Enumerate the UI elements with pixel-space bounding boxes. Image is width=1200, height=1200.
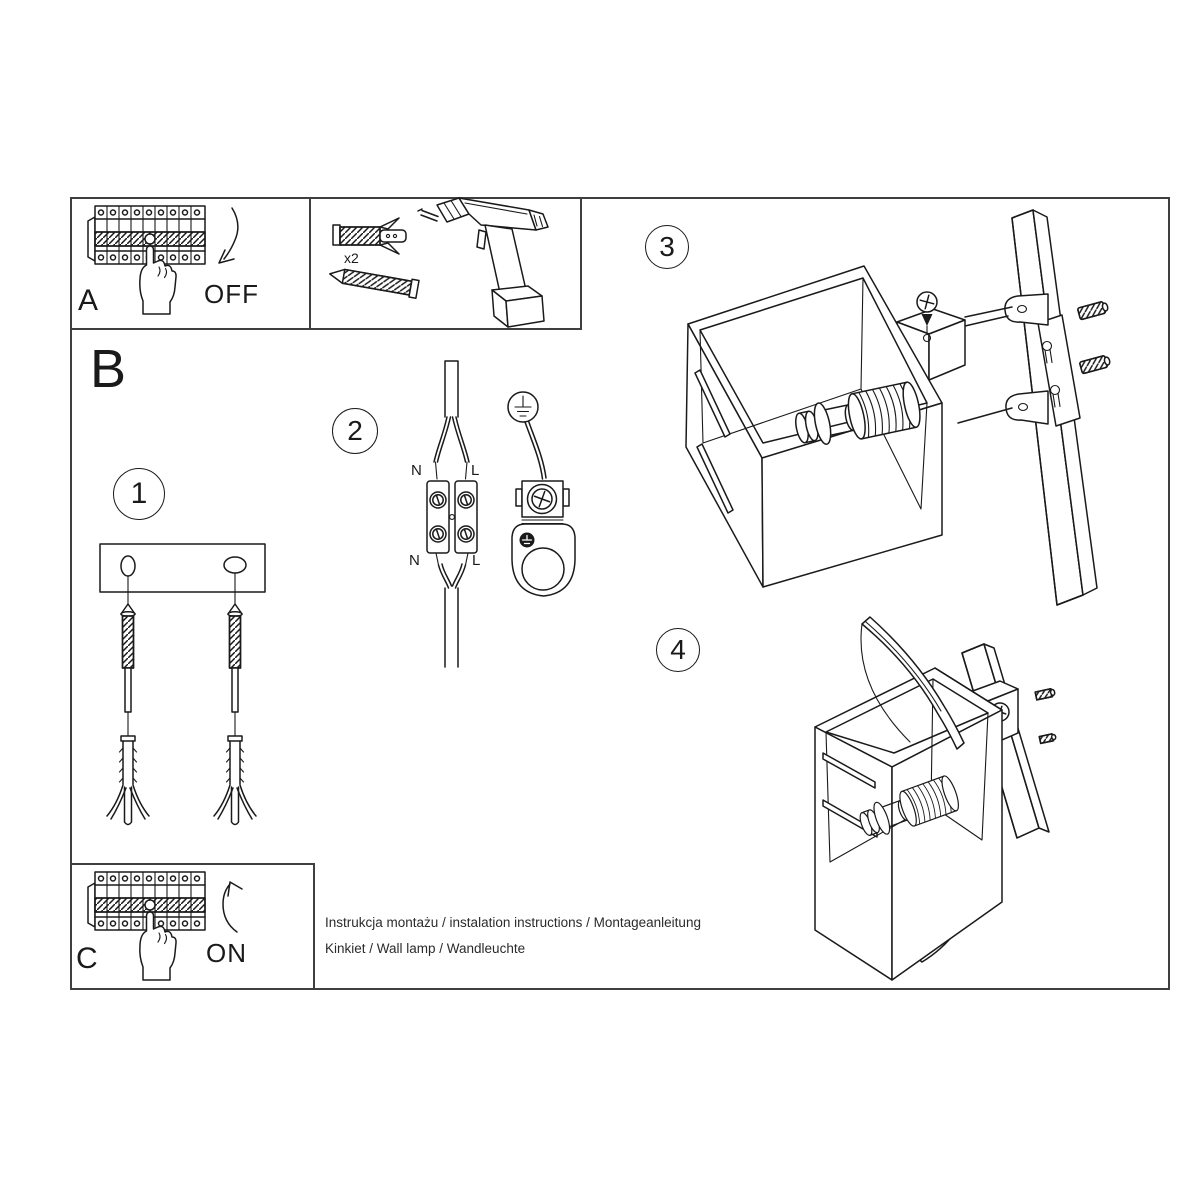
terminal-block: [427, 481, 477, 553]
product-type-caption: Kinkiet / Wall lamp / Wandleuchte: [325, 941, 526, 956]
ground-terminal: [512, 481, 575, 596]
power-off-label: OFF: [204, 279, 259, 309]
panel-c-label: C: [76, 942, 98, 975]
instructions-title: Instrukcja montażu / instalation instructions / Montageanleitung: [325, 915, 701, 930]
wire-live-top-label: L: [471, 462, 480, 479]
step-4-number: 4: [670, 634, 686, 665]
stud-bottom: [1039, 733, 1056, 743]
panel-b-label: B: [90, 339, 127, 399]
step-2-badge: [332, 408, 378, 454]
arrow-down-icon: [219, 208, 238, 263]
wire-live-bottom-label: L: [472, 552, 481, 569]
panel-a-label: A: [78, 284, 99, 317]
step-1-number: 1: [130, 477, 148, 510]
drill-icon: [418, 198, 548, 327]
step-3-number: 3: [659, 231, 675, 262]
wire-neutral-top-label: N: [411, 462, 422, 479]
arrow-up-icon: [223, 882, 242, 932]
bracket-arm: [958, 307, 1012, 423]
stud-top: [1035, 688, 1055, 700]
lag-screw-bottom: [1079, 355, 1111, 374]
breaker-on-illustration: [85, 868, 250, 986]
wall-anchor-icon: [333, 218, 406, 254]
step-1-badge: [113, 468, 165, 520]
anchor-quantity-label: x2: [344, 250, 359, 266]
lag-screw-top: [1077, 301, 1109, 320]
step-3-assembly-illustration: [650, 210, 1120, 630]
step-1-mounting-illustration: [85, 538, 275, 828]
step-2-wiring-illustration: [390, 355, 600, 675]
power-on-label: ON: [206, 938, 247, 968]
screw-icon: [328, 265, 419, 298]
ground-symbol-icon: [508, 392, 538, 422]
lamp-cube: [815, 668, 1002, 980]
step-4-glass-illustration: [670, 600, 1070, 1000]
step-2-number: 2: [347, 415, 363, 446]
wire-neutral-bottom-label: N: [409, 552, 420, 569]
